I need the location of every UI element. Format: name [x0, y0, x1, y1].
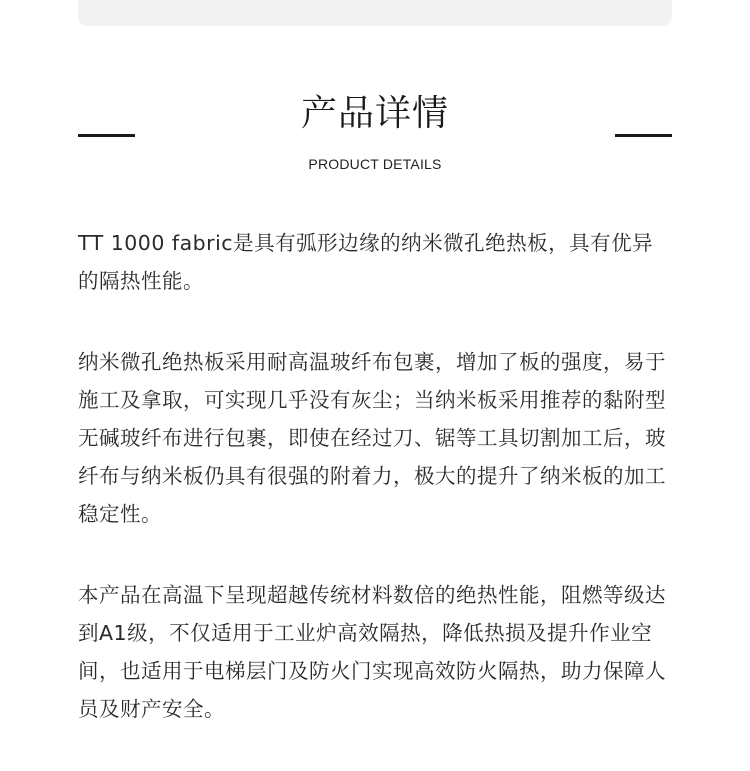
description-paragraph-1: TT 1000 fabric是具有弧形边缘的纳米微孔绝热板，具有优异的隔热性能。	[78, 231, 654, 293]
section-header	[0, 88, 750, 178]
product-description	[78, 224, 674, 771]
description-paragraph-2: 纳米微孔绝热板采用耐高温玻纤布包裹，增加了板的强度，易于施工及拿取，可实现几乎没有灰尘；当纳米板采用推荐的黏附型无碱玻纤布进行包裹，即使在经过刀、锯等工具切割加工后，玻纤布与纳米板仍具有很强的附着力，极大的提升了纳米板的加工稳定性。	[78, 350, 666, 526]
section-title: 产品详情	[300, 93, 449, 134]
section-subtitle: PRODUCT DETAILS	[308, 156, 442, 172]
top-card	[78, 0, 672, 26]
description-paragraph-3: 本产品在高温下呈现超越传统材料数倍的绝热性能，阻燃等级达到A1级，不仅适用于工业炉高效隔热，降低热损及提升作业空间，也适用于电梯层门及防火门实现高效防火隔热，助力保障人员及财产安全。	[78, 583, 666, 721]
